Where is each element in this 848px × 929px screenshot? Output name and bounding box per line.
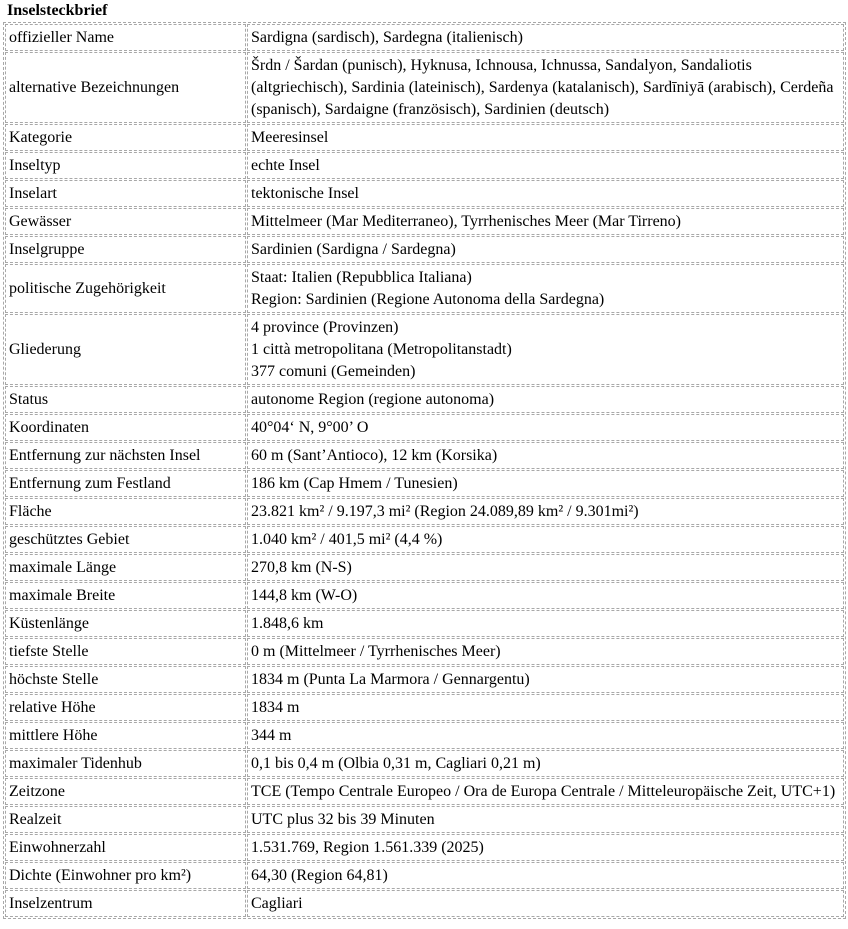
table-row xyxy=(5,152,844,179)
row-value-line: 0 m (Mittelmeer / Tyrrhenisches Meer) xyxy=(251,643,501,660)
row-value-line: 23.821 km² / 9.197,3 mi² (Region 24.089,89 km² / 9.301mi²) xyxy=(251,503,639,520)
row-label: Dichte (Einwohner pro km²) xyxy=(5,862,246,889)
row-value-line: 186 km (Cap Hmem / Tunesien) xyxy=(251,475,458,492)
row-value-line: Mittelmeer (Mar Mediterraneo), Tyrrhenisches Meer (Mar Tirreno) xyxy=(251,213,681,230)
row-value xyxy=(247,526,844,553)
row-value xyxy=(247,862,844,889)
row-label: Fläche xyxy=(5,498,246,525)
row-label: relative Höhe xyxy=(5,694,246,721)
row-value-line: 1834 m (Punta La Marmora / Gennargentu) xyxy=(251,671,530,688)
row-value-line: Region: Sardinien (Regione Autonoma della Sardegna) xyxy=(251,291,605,308)
table-row xyxy=(5,24,844,51)
table-row xyxy=(5,314,844,385)
table-row xyxy=(5,554,844,581)
table-row xyxy=(5,666,844,693)
table-row xyxy=(5,834,844,861)
row-value xyxy=(247,666,844,693)
row-value xyxy=(247,750,844,777)
row-value xyxy=(247,180,844,207)
row-label: maximaler Tidenhub xyxy=(5,750,246,777)
row-value xyxy=(247,52,844,123)
row-value xyxy=(247,554,844,581)
row-value xyxy=(247,582,844,609)
table-row xyxy=(5,778,844,805)
row-value-line: 144,8 km (W-O) xyxy=(251,587,358,604)
row-value-line: 1.040 km² / 401,5 mi² (4,4 %) xyxy=(251,531,443,548)
row-value xyxy=(247,264,844,313)
row-label: Inselart xyxy=(5,180,246,207)
table-row xyxy=(5,180,844,207)
table-row xyxy=(5,470,844,497)
table-row xyxy=(5,208,844,235)
row-value xyxy=(247,694,844,721)
table-row xyxy=(5,750,844,777)
row-value xyxy=(247,890,844,917)
table-caption: Inselsteckbrief xyxy=(7,2,108,19)
row-label: Realzeit xyxy=(5,806,246,833)
row-value-line: 64,30 (Region 64,81) xyxy=(251,867,388,884)
table-row xyxy=(5,52,844,123)
row-value xyxy=(247,386,844,413)
row-value-line: autonome Region (regione autonoma) xyxy=(251,391,495,408)
table-row xyxy=(5,890,844,917)
row-value-line: 344 m xyxy=(251,727,292,744)
row-value xyxy=(247,722,844,749)
island-facts-table xyxy=(3,22,846,919)
row-value-line: Cagliari xyxy=(251,895,303,912)
row-label: Entfernung zur nächsten Insel xyxy=(5,442,246,469)
row-label: politische Zugehörigkeit xyxy=(5,264,246,313)
table-row xyxy=(5,264,844,313)
row-label: alternative Bezeichnungen xyxy=(5,52,246,123)
row-value xyxy=(247,236,844,263)
row-value-line: Sardinien (Sardigna / Sardegna) xyxy=(251,241,456,258)
table-row xyxy=(5,386,844,413)
row-value xyxy=(247,24,844,51)
row-label: Gliederung xyxy=(5,314,246,385)
row-label: Gewässer xyxy=(5,208,246,235)
row-value-line: echte Insel xyxy=(251,157,320,174)
row-label: Koordinaten xyxy=(5,414,246,441)
row-value-line: 4 province (Provinzen) xyxy=(251,319,399,336)
row-value xyxy=(247,152,844,179)
row-label: höchste Stelle xyxy=(5,666,246,693)
row-label: Zeitzone xyxy=(5,778,246,805)
table-row xyxy=(5,722,844,749)
table-row xyxy=(5,582,844,609)
table-row xyxy=(5,638,844,665)
row-value xyxy=(247,314,844,385)
row-value-line: 270,8 km (N-S) xyxy=(251,559,352,576)
row-value-line: Staat: Italien (Repubblica Italiana) xyxy=(251,269,472,286)
table-row xyxy=(5,498,844,525)
row-value xyxy=(247,610,844,637)
row-label: Entfernung zum Festland xyxy=(5,470,246,497)
facts-table-body xyxy=(5,24,844,917)
table-row xyxy=(5,610,844,637)
row-label: maximale Länge xyxy=(5,554,246,581)
row-value xyxy=(247,124,844,151)
row-label: tiefste Stelle xyxy=(5,638,246,665)
row-value-line: 40°04‘ N, 9°00’ O xyxy=(251,419,369,436)
row-value-line: 377 comuni (Gemeinden) xyxy=(251,363,416,380)
row-value-line: 60 m (Sant’Antioco), 12 km (Korsika) xyxy=(251,447,498,464)
row-label: offizieller Name xyxy=(5,24,246,51)
row-value xyxy=(247,806,844,833)
row-value-line: 1 città metropolitana (Metropolitanstadt) xyxy=(251,341,512,358)
table-row xyxy=(5,442,844,469)
row-value xyxy=(247,834,844,861)
row-value-line: Sardigna (sardisch), Sardegna (italienisch) xyxy=(251,29,523,46)
table-row xyxy=(5,414,844,441)
row-value-line: 0,1 bis 0,4 m (Olbia 0,31 m, Cagliari 0,21 m) xyxy=(251,755,541,772)
row-value-line: Meeresinsel xyxy=(251,129,329,146)
row-value-line: UTC plus 32 bis 39 Minuten xyxy=(251,811,435,828)
row-label: Inselzentrum xyxy=(5,890,246,917)
row-label: mittlere Höhe xyxy=(5,722,246,749)
row-value xyxy=(247,208,844,235)
row-label: Status xyxy=(5,386,246,413)
table-row xyxy=(5,124,844,151)
row-label: maximale Breite xyxy=(5,582,246,609)
row-value-line: TCE (Tempo Centrale Europeo / Ora de Europa Centrale / Mitteleuropäische Zeit, UTC+1) xyxy=(251,783,836,800)
row-value xyxy=(247,442,844,469)
row-label: Inseltyp xyxy=(5,152,246,179)
row-value-line: 1834 m xyxy=(251,699,300,716)
table-row xyxy=(5,526,844,553)
row-label: Einwohnerzahl xyxy=(5,834,246,861)
row-value-line: Šrdn / Šardan (punisch), Hyknusa, Ichnousa, Ichnussa, Sandalyon, Sandaliotis (altgriechisch), Sardinia (lateinisch), Sardenya (katalanisch), Sardīniyā (arabisch), Cerdeña (spanisch), Sardaigne (französisch), Sardinien (deutsch) xyxy=(251,57,834,118)
row-value-line: 1.848,6 km xyxy=(251,615,324,632)
row-value xyxy=(247,498,844,525)
row-value-line: 1.531.769, Region 1.561.339 (2025) xyxy=(251,839,484,856)
row-label: geschütztes Gebiet xyxy=(5,526,246,553)
table-row xyxy=(5,694,844,721)
table-row xyxy=(5,236,844,263)
row-value-line: tektonische Insel xyxy=(251,185,359,202)
table-row xyxy=(5,862,844,889)
table-row xyxy=(5,806,844,833)
row-value xyxy=(247,414,844,441)
row-label: Küstenlänge xyxy=(5,610,246,637)
row-value xyxy=(247,470,844,497)
row-value xyxy=(247,638,844,665)
row-label: Inselgruppe xyxy=(5,236,246,263)
row-value xyxy=(247,778,844,805)
row-label: Kategorie xyxy=(5,124,246,151)
